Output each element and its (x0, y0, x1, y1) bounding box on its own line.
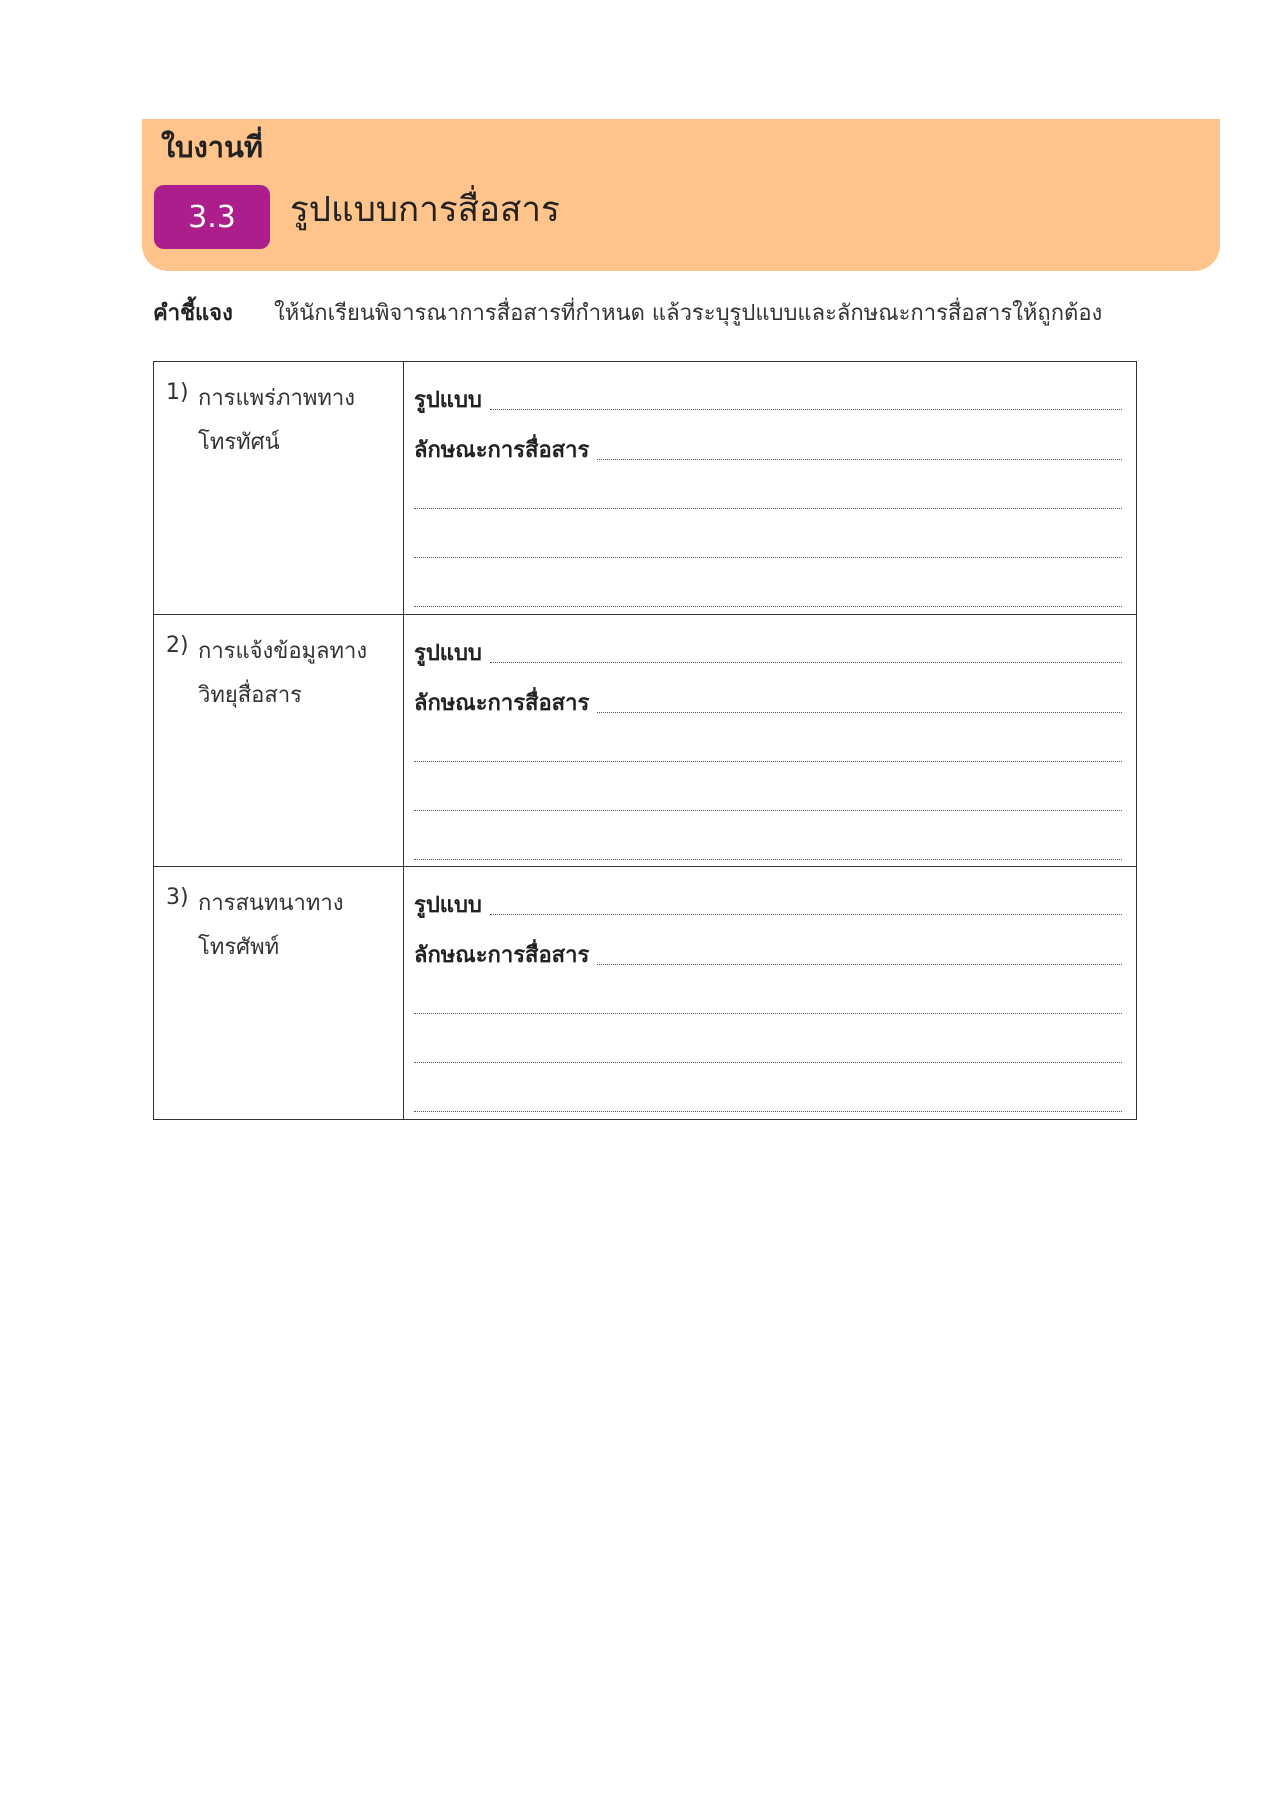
instructions-label: คำชี้แจง (153, 301, 233, 326)
characteristics-answer-line[interactable] (414, 935, 1122, 969)
dotted-line (597, 458, 1122, 460)
format-answer-line[interactable] (414, 633, 1122, 667)
table-row (154, 614, 1137, 867)
characteristics-answer-line[interactable] (414, 430, 1122, 464)
dotted-line (490, 913, 1122, 915)
format-label: รูปแบบ (414, 893, 482, 919)
dotted-line (414, 556, 1122, 558)
dotted-line (414, 760, 1122, 762)
item-text-line2: โทรทัศน์ (198, 430, 280, 455)
item-cell (154, 614, 404, 867)
format-label: รูปแบบ (414, 640, 482, 666)
item-number: 3) (166, 885, 189, 911)
format-label: รูปแบบ (414, 388, 482, 413)
answer-cell (404, 614, 1137, 867)
dotted-line (597, 711, 1122, 713)
answer-line[interactable] (414, 577, 1122, 611)
instructions-text: ให้นักเรียนพิจารณาการสื่อสารที่กำหนด แล้วระบุรูปแบบและลักษณะการสื่อสารให้ถูกต้อง (274, 301, 1103, 326)
dotted-line (490, 408, 1122, 410)
worksheet-title: รูปแบบการสื่อสาร (290, 190, 560, 230)
dotted-line (414, 858, 1122, 860)
characteristics-label: ลักษณะการสื่อสาร (414, 943, 590, 969)
format-answer-line[interactable] (414, 380, 1122, 414)
characteristics-label: ลักษณะการสื่อสาร (414, 438, 590, 463)
worksheet-label: ใบงานที่ (161, 130, 263, 164)
item-text-line2: โทรศัพท์ (198, 935, 280, 961)
dotted-line (414, 605, 1122, 607)
dotted-line (414, 1061, 1122, 1063)
worksheet-number: 3.3 (188, 199, 236, 235)
answer-line[interactable] (414, 781, 1122, 815)
dotted-line (414, 1012, 1122, 1014)
worksheet-table (153, 361, 1137, 1120)
item-text-line1: การสนทนาทาง (198, 891, 344, 917)
item-cell (154, 362, 404, 615)
item-text-line1: การแพร่ภาพทาง (198, 386, 355, 411)
item-text-line2: วิทยุสื่อสาร (198, 682, 302, 708)
table-row (154, 867, 1137, 1120)
dotted-line (597, 963, 1122, 965)
answer-line[interactable] (414, 528, 1122, 562)
dotted-line (490, 661, 1122, 663)
item-number: 2) (166, 632, 189, 658)
answer-line[interactable] (414, 732, 1122, 766)
worksheet-number-badge (154, 185, 270, 249)
answer-cell (404, 867, 1137, 1120)
item-text-line1: การแจ้งข้อมูลทาง (198, 638, 368, 664)
table-row (154, 362, 1137, 615)
answer-cell (404, 362, 1137, 615)
dotted-line (414, 1110, 1122, 1112)
format-answer-line[interactable] (414, 885, 1122, 919)
characteristics-label: ลักษณะการสื่อสาร (414, 690, 590, 716)
answer-line[interactable] (414, 1033, 1122, 1067)
dotted-line (414, 809, 1122, 811)
dotted-line (414, 507, 1122, 509)
answer-line[interactable] (414, 984, 1122, 1018)
answer-line[interactable] (414, 830, 1122, 864)
item-cell (154, 867, 404, 1120)
answer-line[interactable] (414, 479, 1122, 513)
characteristics-answer-line[interactable] (414, 683, 1122, 717)
item-number: 1) (166, 380, 189, 405)
answer-line[interactable] (414, 1082, 1122, 1116)
